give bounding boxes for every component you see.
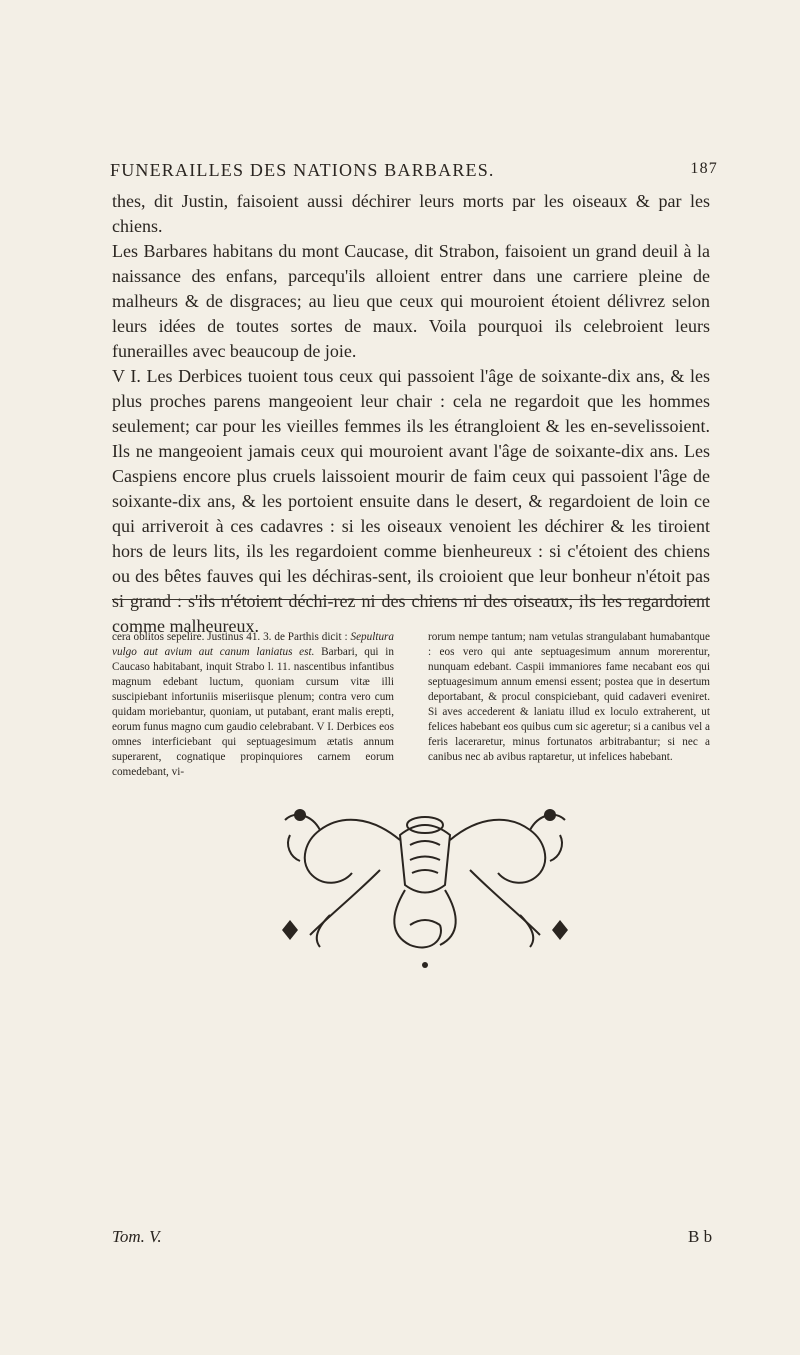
footnote-column-right bbox=[428, 630, 710, 765]
main-text bbox=[112, 189, 710, 639]
footnote-left-body: Barbari, qui in Caucaso habitabant, inquit Strabo l. 11. nascentibus infantibus magnum edebant luctum, quoniam cursum vitæ illi suscipiebant infortuniis miseriisque plenum; contra vero cum quidam moriebantur, quoniam, ut putabant, erant malis erepti, eorum funus magno cum gaudio celebrabant. V I. Derbices eos omnes interficiebant qui septuagesimum ætatis annum superarent, cognatique propinquiores carnem eorum comedebant, vi- bbox=[112, 646, 394, 778]
footnote-right-body: rorum nempe tantum; nam vetulas strangulabant humabantque : eos vero qui ante septuagesimum annum morerentur, nunquam edebant. Caspii immaniores fame necabant eos qui septuagesimum annum emensi essent; postea que in desertum deportabant, & procul conspiciebant, quid cadaveri eveniret. Si aves accederent & laniatu illud ex loculo extraherent, ut felices habebant eos quibus cum sic ageretur; si a canibus vel a feris laceraretur, minus fortunatos arbitrabantur; si nec a canibus nec ab avibus raptaretur, ut infelices habebant. bbox=[428, 631, 710, 763]
signature-mark: B b bbox=[688, 1227, 713, 1246]
footnote-column-left bbox=[112, 630, 394, 780]
footnote-left-quote: Sepultura vulgo aut avium aut canum laniatus est. bbox=[112, 631, 394, 658]
volume-mark: Tom. V. bbox=[112, 1227, 162, 1246]
footnote-rule bbox=[112, 599, 710, 600]
paragraph-derbices: V I. Les Derbices tuoient tous ceux qui passoient l'âge de soixante-dix ans, & les plus proches parens mangeoient leur chair : cela ne regardoit que les hommes seulement; car pour les vieilles femmes ils les étrangloient & les en-sevelissoient. Ils ne mangeoient jamais ceux qui mouroient avant l'âge de soixante-dix ans. Les Caspiens encore plus cruels laissoient mourir de faim ceux qui passoient l'âge de soixante-dix ans, & les portoient ensuite dans le desert, & regardoient de loin ce qui arriveroit à ces cadavres : si les oiseaux venoient les déchirer & les tiroient hors de leurs lits, ils les regardoient comme bienheureux : si c'étoient des chiens ou des bêtes fauves qui les déchiras-sent, ils croioient que leur bonheur n'étoit pas si grand : s'ils n'étoient déchi-rez ni des chiens ni des oiseaux, ils les regardoient comme malheureux. bbox=[112, 366, 710, 636]
paragraph-caucasus: Les Barbares habitans du mont Caucase, dit Strabon, faisoient un grand deuil à la naissance des enfans, parcequ'ils alloient entrer dans une carriere pleine de malheurs & de disgraces; au lieu que ceux qui mouroient étoient délivrez selon leurs idées de toutes sortes de maux. Voila pourquoi ils celebroient leurs funerailles avec beaucoup de joie. bbox=[112, 241, 710, 361]
footnote-left-intro: cera oblitos sepelire. Justinus 41. 3. de Parthis dicit : bbox=[112, 631, 348, 643]
paragraph-continuation: thes, dit Justin, faisoient aussi déchirer leurs morts par les oiseaux & par les chiens. bbox=[112, 191, 710, 236]
tailpiece-ornament bbox=[260, 775, 590, 975]
running-head-title: FUNERAILLES DES NATIONS BARBARES. bbox=[110, 160, 495, 180]
running-head bbox=[110, 160, 718, 181]
page-number: 187 bbox=[690, 160, 718, 177]
